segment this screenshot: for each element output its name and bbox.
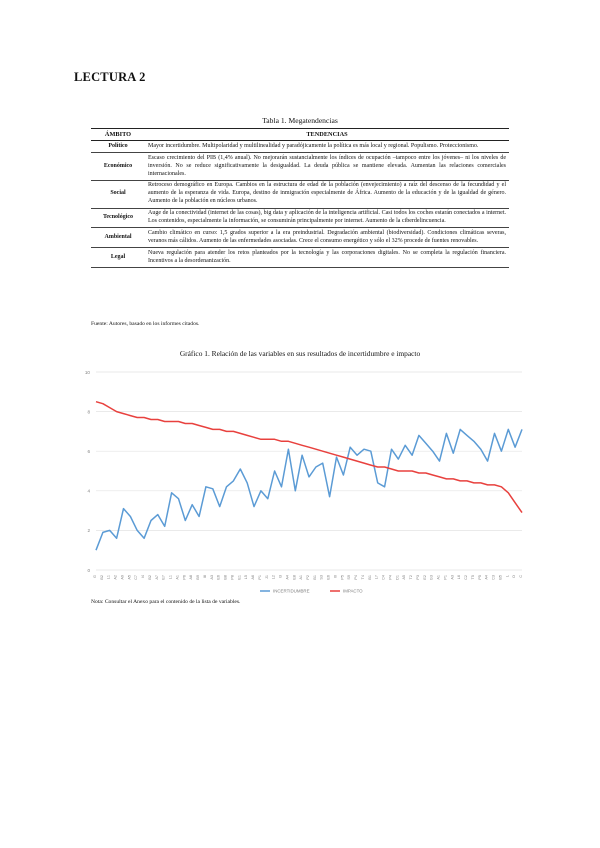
- x-tick-label: I8: [202, 575, 207, 579]
- table-cell-tendencias: Auge de la conectividad (internet de las cosas), big data y aplicación de la inteligencia artificial. Casi todos los coches estarán conectados a internet. Los contenidos, especialmente la información, se consumirán principalmente por internet. Aumento de la ciberdelincuencia.: [145, 208, 509, 228]
- x-tick-label: B1: [367, 575, 372, 580]
- x-tick-label: E6: [216, 575, 221, 580]
- x-tick-label: A1: [175, 575, 180, 580]
- table-cell-tendencias: Escaso crecimiento del PIB (1,4% anual). No mejorarán sustancialmente los índices de ocupación –tampoco entre los jóvenes– ni los niveles de inversión. No se reduce significativamente la desigualdad. La deuda pública se mantiene elevada. Aumentan las relaciones comerciales internacionales.: [145, 153, 509, 181]
- x-tick-label: B2: [147, 575, 152, 580]
- x-tick-label: E2: [422, 575, 427, 580]
- x-tick-label: A8: [189, 575, 194, 580]
- y-tick-label: 8: [87, 409, 90, 415]
- y-tick-label: 6: [87, 449, 90, 454]
- y-tick-label: 2: [87, 528, 90, 534]
- x-tick-label: C4: [381, 575, 386, 580]
- x-tick-label: J1: [264, 575, 269, 580]
- table-cell-tendencias: Cambio climático en curso: 1,5 grados superior a la era preindustrial. Degradación ambiental (biodiversidad). Condiciones climáticas severas, veranos más cálidos. Aumento de las enfermedades asociadas. Crece el consumo energético y sólo el 32% procede de fuentes renovables.: [145, 228, 509, 248]
- x-tick-label: L1: [168, 575, 173, 580]
- x-tick-label: A1: [436, 575, 441, 580]
- x-tick-label: A2: [113, 575, 118, 580]
- table-cell-ambito: Social: [91, 180, 145, 208]
- table-row: [91, 180, 509, 208]
- x-tick-label: P1: [443, 575, 448, 580]
- x-tick-label: L2: [271, 575, 276, 580]
- x-tick-label: T4: [360, 575, 365, 580]
- x-tick-label: B8: [223, 575, 228, 580]
- table-cell-ambito: Tecnológico: [91, 208, 145, 228]
- column-header-tendencias: TENDENCIAS: [145, 129, 509, 141]
- x-tick-label: P6: [182, 575, 187, 580]
- x-tick-label: A5: [402, 575, 407, 580]
- x-tick-label: P1: [257, 575, 262, 580]
- x-tick-label: S3: [319, 575, 324, 580]
- series-line-impacto: [96, 402, 522, 513]
- x-tick-label: P2: [306, 575, 310, 580]
- x-tick-label: I0: [333, 575, 338, 579]
- x-tick-label: P4: [388, 575, 393, 580]
- x-tick-label: I3: [278, 575, 283, 579]
- x-tick-label: E7: [161, 575, 166, 580]
- x-tick-label: E6: [326, 575, 331, 580]
- x-tick-label: A5: [127, 575, 132, 580]
- x-tick-label: C3: [491, 575, 496, 580]
- table-cell-tendencias: Retroceso demográfico en Europa. Cambios en la estructura de edad de la población (envejecimiento) a raíz del descenso de la fecundidad y el aumento de la esperanza de vida. Europa, destino de inmigración especialmente de África. Aumento de la educación y de la igualdad de género. Aumento de la población en núcleos urbanos.: [145, 180, 509, 208]
- table-cell-tendencias: Nueva regulación para atender los retos planteados por la tecnología y las corporaciones digitales. No se completa la regulación financiera. Incentivos a la desordenanización.: [145, 248, 509, 268]
- chart-note: Nota: Consultar el Anexo para el contenido de la lista de variables.: [91, 599, 241, 605]
- x-tick-label: B9: [196, 575, 201, 580]
- x-tick-label: C: [519, 575, 523, 578]
- x-tick-label: P5: [477, 575, 482, 580]
- chart-title: Gráfico 1. Relación de las variables en sus resultados de incertidumbre e impacto: [179, 349, 421, 358]
- legend-label: IMPACTO: [343, 588, 363, 594]
- megatrends-table: [91, 128, 509, 268]
- x-tick-label: S9: [347, 575, 352, 580]
- table-row: [91, 208, 509, 228]
- table-caption: Tabla 1. Megatendencias: [262, 116, 338, 125]
- x-tick-label: A3: [209, 575, 214, 580]
- y-tick-label: 0: [87, 567, 90, 573]
- line-chart: [80, 362, 530, 598]
- x-tick-label: L6: [457, 575, 462, 580]
- table-cell-ambito: Económico: [91, 153, 145, 181]
- x-tick-label: D1: [395, 575, 400, 580]
- table-row: [91, 228, 509, 248]
- x-tick-label: A4: [484, 575, 489, 580]
- table-cell-tendencias: Mayor incertidumbre. Multipolaridad y multilinealidad y paradójicamente la política es más local y regional. Populismo. Proteccionismo.: [145, 141, 509, 153]
- x-tick-label: E8: [292, 575, 297, 580]
- page-title: LECTURA 2: [74, 70, 146, 84]
- x-tick-label: B2: [99, 575, 104, 580]
- x-tick-label: T2: [409, 575, 414, 580]
- x-tick-label: P3: [415, 575, 420, 580]
- x-tick-label: A3: [450, 575, 455, 580]
- table-row: [91, 141, 509, 153]
- x-tick-label: L5: [244, 575, 249, 580]
- table-cell-ambito: Ambiental: [91, 228, 145, 248]
- x-tick-label: B1: [312, 575, 317, 580]
- x-tick-label: A7: [154, 575, 159, 580]
- x-tick-label: A9: [120, 575, 125, 580]
- x-tick-label: O: [512, 575, 517, 578]
- table-row: [91, 153, 509, 181]
- x-tick-label: B5: [498, 575, 503, 580]
- table-source: Fuente: Autores, basado en los informes citados.: [91, 321, 200, 327]
- x-tick-label: A6: [251, 575, 256, 580]
- x-tick-label: I4: [141, 575, 146, 579]
- x-tick-label: P8: [230, 575, 235, 580]
- x-tick-label: P4: [354, 575, 359, 580]
- y-tick-label: 4: [87, 488, 90, 494]
- x-tick-label: P5: [340, 575, 345, 580]
- x-tick-label: L: [505, 575, 510, 578]
- table-cell-ambito: Político: [91, 141, 145, 153]
- x-tick-label: A1: [299, 575, 304, 580]
- x-tick-label: C7: [134, 575, 139, 580]
- x-tick-label: C2: [464, 575, 469, 580]
- x-tick-label: A4: [285, 575, 290, 580]
- x-tick-label: T5: [470, 575, 475, 580]
- x-tick-label: L7: [374, 575, 379, 580]
- x-tick-label: G: [93, 575, 97, 578]
- x-tick-label: E1: [237, 575, 242, 580]
- x-tick-label: L1: [106, 575, 111, 580]
- table-header-row: [91, 129, 509, 141]
- table-row: [91, 248, 509, 268]
- table-cell-ambito: Legal: [91, 248, 145, 268]
- legend-label: INCERTIDUMBRE: [273, 588, 310, 594]
- column-header-ambito: ÁMBITO: [91, 129, 145, 141]
- x-tick-label: G3: [429, 575, 434, 581]
- y-tick-label: 10: [84, 369, 90, 375]
